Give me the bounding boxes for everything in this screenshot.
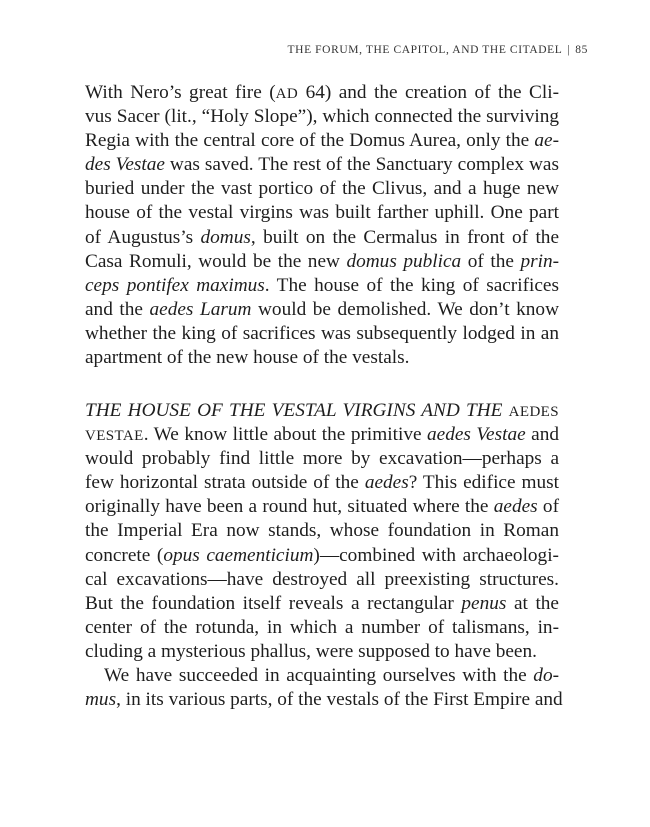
paragraph-primitive-aedes <box>85 399 559 664</box>
text-line <box>85 322 559 346</box>
text-line <box>85 447 559 471</box>
running-title: THE FORUM, THE CAPITOL, AND THE CITADEL <box>287 44 563 56</box>
text-line <box>85 519 559 543</box>
text-line <box>85 592 559 616</box>
running-header <box>288 44 588 56</box>
text-run: was saved. The rest of the Sanctuary complex was <box>164 154 559 176</box>
text-run: . We know little about the primitive <box>143 424 428 446</box>
text-line <box>85 153 559 177</box>
text-line <box>85 81 559 105</box>
text-run: concrete ( <box>85 544 164 566</box>
text-line <box>85 226 559 250</box>
text-line <box>85 399 559 423</box>
italic-text: ceps pontifex maximus <box>85 274 265 296</box>
text-run: few horizontal strata outside of the <box>85 472 365 494</box>
text-line <box>85 471 559 495</box>
text-run: buried under the vast portico of the Clivus, and a huge new <box>85 178 559 200</box>
italic-text: aedes <box>493 496 538 518</box>
text-line <box>85 129 559 153</box>
text-run: 64) and the creation of the Cli- <box>298 82 559 103</box>
text-line <box>85 688 563 712</box>
text-line <box>85 201 559 225</box>
text-run: of Augustus’s <box>85 226 201 248</box>
text-run: ? This edifice must <box>408 472 559 494</box>
text-run: , built on the Cermalus in front of the <box>250 226 559 248</box>
text-run: house of the vestal virgins was built farther uphill. One part <box>85 202 559 224</box>
italic-text: THE HOUSE OF THE VESTAL VIRGINS AND THE <box>85 400 509 421</box>
italic-text: des Vestae <box>85 154 165 176</box>
italic-text: aedes <box>364 472 409 494</box>
text-run: at the <box>506 592 559 614</box>
page-number: 85 <box>575 44 588 56</box>
text-line <box>85 346 559 370</box>
text-run: Regia with the central core of the Domus Aurea, only the <box>85 130 535 152</box>
italic-text: aedes Larum <box>149 298 252 320</box>
text-line <box>85 640 559 664</box>
italic-text: penus <box>461 592 507 614</box>
section-house-of-vestal-virgins <box>85 399 563 712</box>
text-line <box>85 544 559 568</box>
text-line <box>85 664 559 688</box>
text-run: But the foundation itself reveals a rectangular <box>85 592 462 614</box>
italic-text: opus caementicium <box>163 544 314 566</box>
small-caps-text: AD <box>275 86 299 102</box>
italic-text: do- <box>533 665 559 687</box>
text-run: We have succeeded in acquainting ourselves with the <box>104 665 534 687</box>
italic-text: mus <box>85 689 117 711</box>
text-line <box>85 495 559 519</box>
text-line <box>85 105 559 129</box>
italic-text: aedes Vestae <box>427 424 526 446</box>
text-line <box>85 616 559 640</box>
text-run: and the <box>85 298 150 320</box>
text-run: With Nero’s great fire ( <box>85 82 276 103</box>
text-line <box>85 298 559 322</box>
text-run: cal excavations—have destroyed all preexisting structures. <box>85 568 559 590</box>
text-run: vus Sacer (lit., “Holy Slope”), which connected the surviving <box>85 106 559 128</box>
text-run: apartment of the new house of the vestals. <box>85 347 410 369</box>
header-separator: | <box>567 44 571 56</box>
text-run: the Imperial Era now stands, whose foundation in Roman <box>85 520 559 542</box>
text-run: . The house of the king of sacrifices <box>264 274 559 296</box>
small-caps-text: VESTAE <box>85 428 144 445</box>
text-run: would be demolished. We don’t know <box>251 298 559 320</box>
italic-text: prin- <box>520 250 559 272</box>
text-line <box>85 423 559 447</box>
text-run: whether the king of sacrifices was subsequently lodged in an <box>85 322 559 344</box>
text-line <box>85 274 559 298</box>
text-run: of the <box>461 250 521 272</box>
text-run: , in its various parts, of the vestals of the First Empire and <box>116 689 563 711</box>
text-run: originally have been a round hut, situated where the <box>85 496 494 518</box>
text-run: of <box>537 496 559 518</box>
italic-text: domus publica <box>346 250 462 272</box>
small-caps-text: AEDES <box>508 404 559 420</box>
text-line <box>85 177 559 201</box>
paragraph-domus-vestals <box>85 664 563 712</box>
text-run: )—combined with archaeologi- <box>313 544 559 566</box>
text-run: center of the rotunda, in which a number of talismans, in- <box>85 616 559 638</box>
text-run: Casa Romuli, would be the new <box>85 250 347 272</box>
paragraph-nero-fire <box>85 81 559 370</box>
italic-text: ae- <box>534 130 559 152</box>
text-run: and <box>525 424 559 446</box>
italic-text: domus <box>200 226 251 248</box>
text-line <box>85 568 559 592</box>
text-run: cluding a mysterious phallus, were supposed to have been. <box>85 640 537 662</box>
text-run: would probably find little more by excavation—perhaps a <box>85 448 559 470</box>
text-line <box>85 250 559 274</box>
